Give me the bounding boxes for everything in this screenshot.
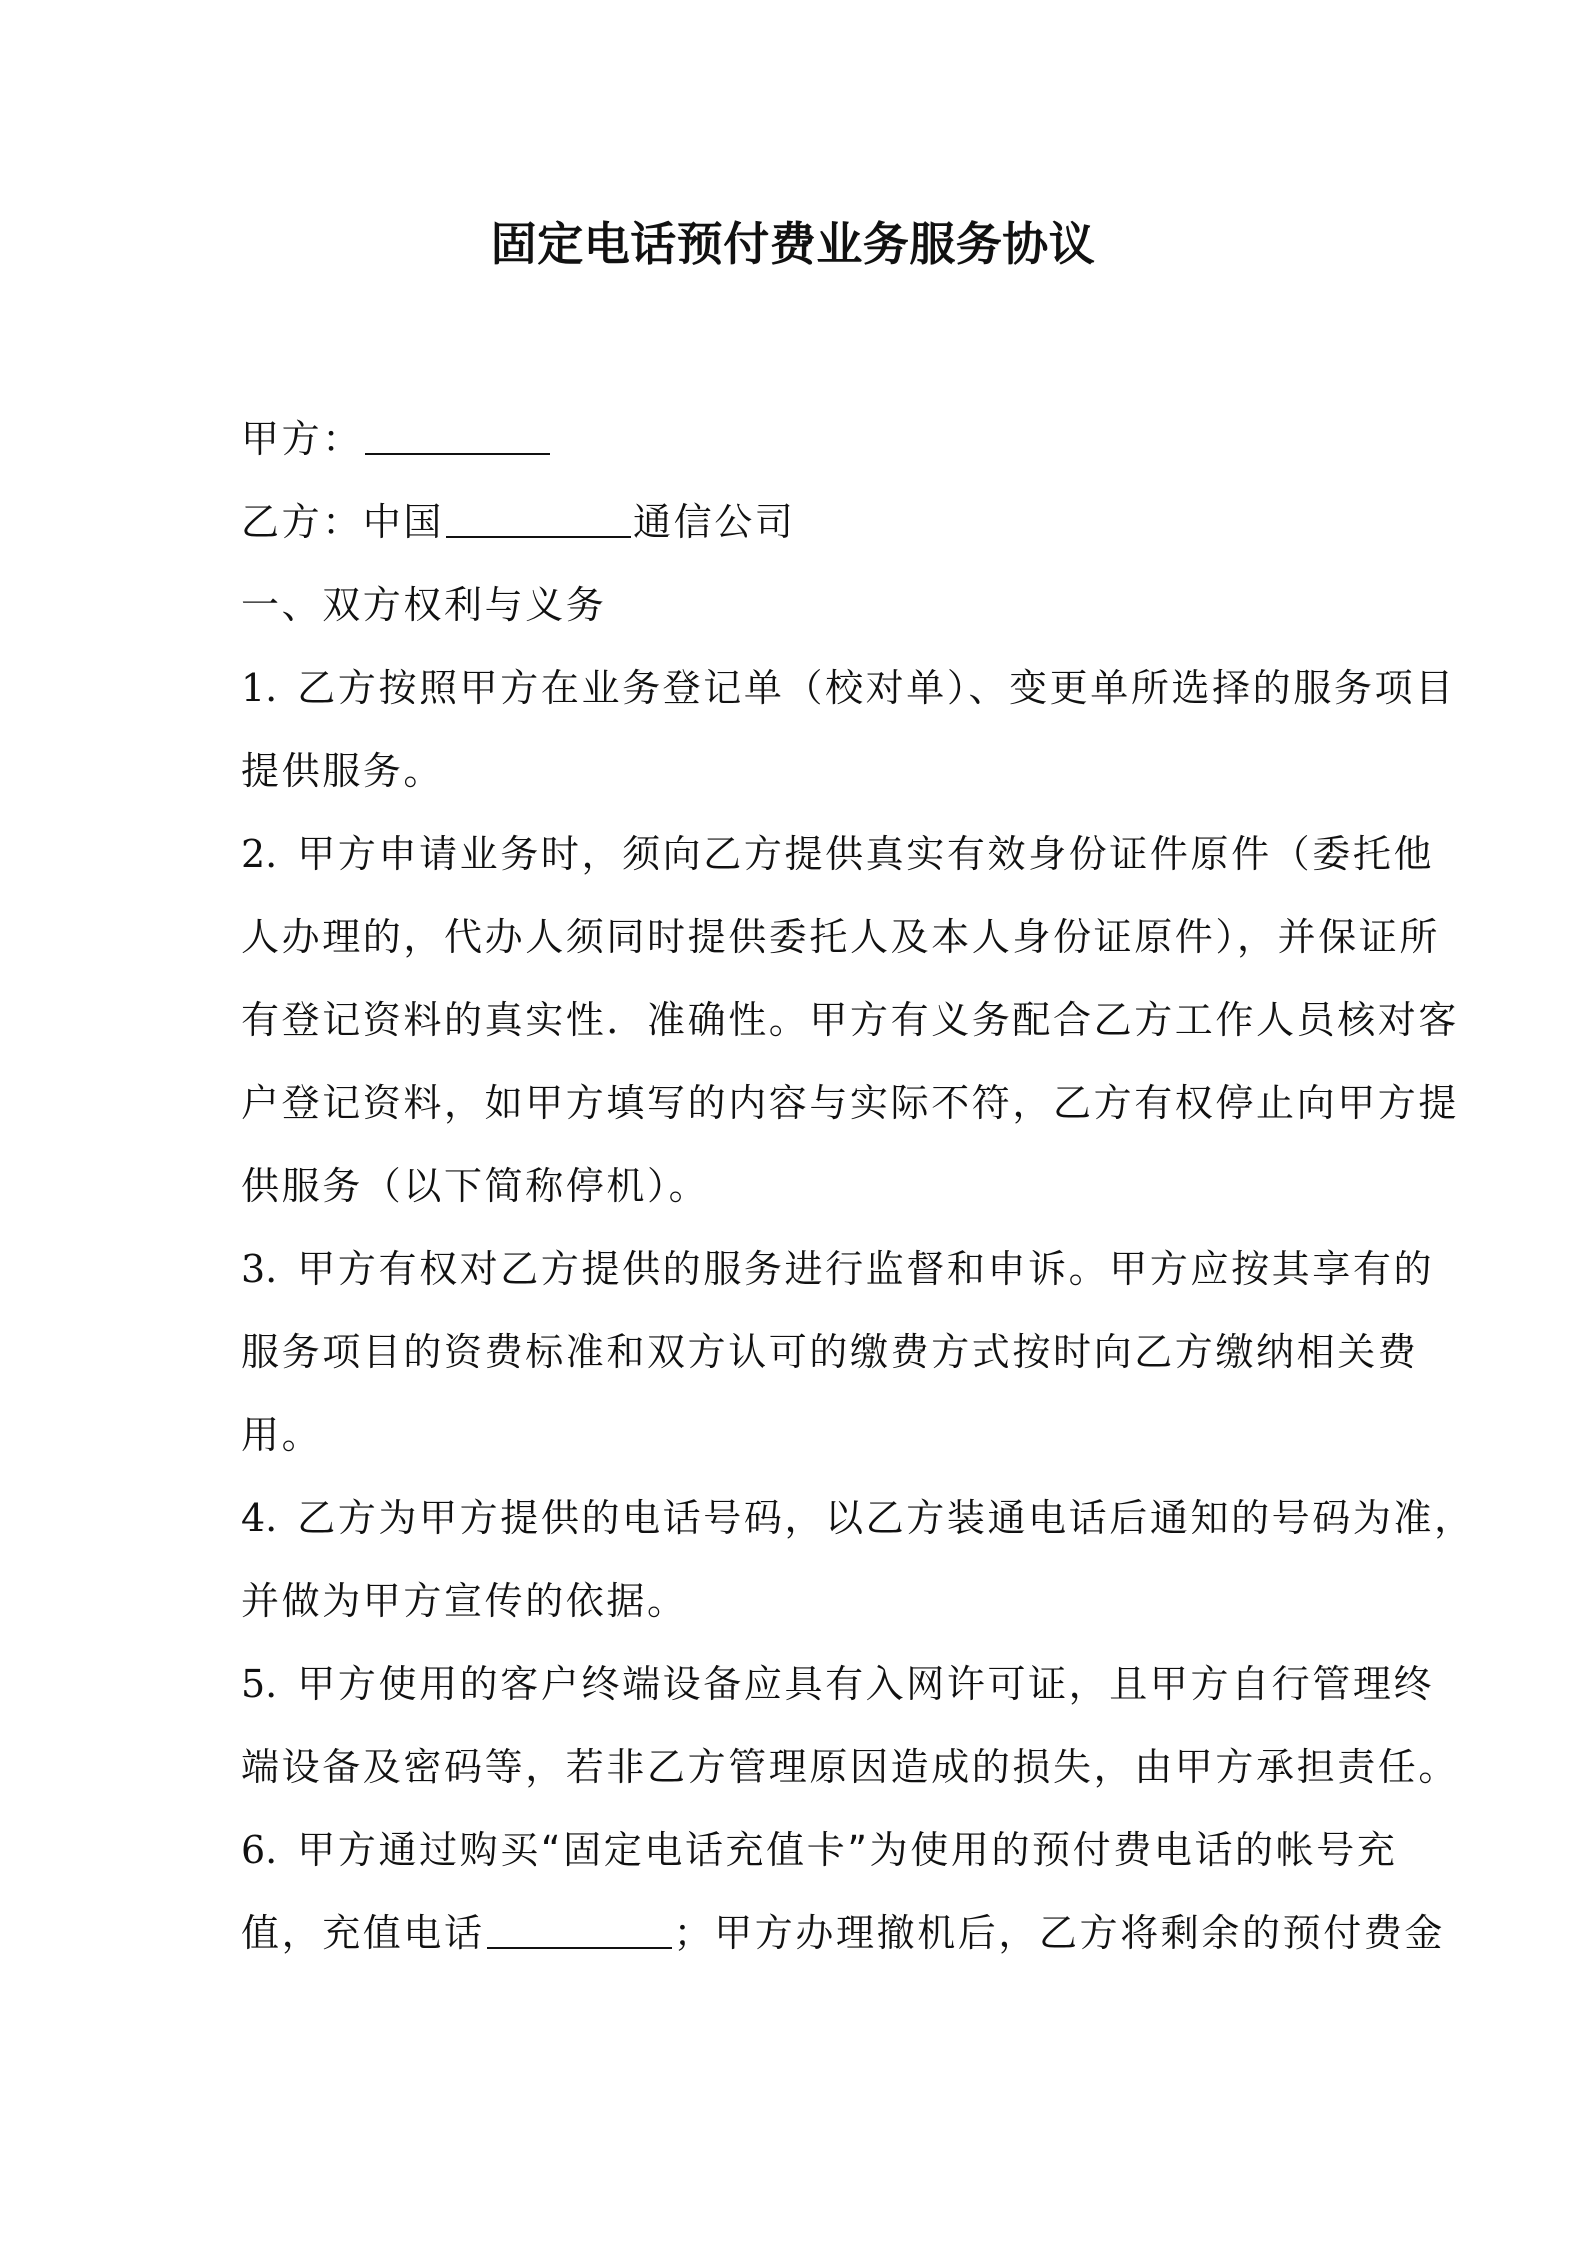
- clause-6-text-2b: ；甲方办理撤机后，乙方将剩余的预付费金: [673, 1911, 1446, 1955]
- clause-5-line-2: 端设备及密码等，若非乙方管理原因造成的损失，由甲方承担责任。: [241, 1745, 1460, 1789]
- document-title: 固定电话预付费业务服务协议: [490, 217, 1096, 271]
- clause-6-text-1: 甲方通过购买“固定电话充值卡”为使用的预付费电话的帐号充: [297, 1828, 1398, 1872]
- clause-2-line-5: 供服务（以下简称停机）。: [241, 1164, 710, 1208]
- clause-3-line-3: 用。: [241, 1413, 323, 1457]
- document-body: [241, 398, 1475, 1975]
- recharge-phone-blank[interactable]: [487, 1909, 672, 1949]
- clause-4-line-1: [241, 1477, 1475, 1560]
- party-a-label: 甲方：: [241, 417, 363, 461]
- clause-6-line-1: [241, 1809, 1398, 1892]
- clause-1-line-1: [241, 647, 1456, 730]
- clause-2-text-1: 甲方申请业务时，须向乙方提供真实有效身份证件原件（委托他: [297, 832, 1435, 876]
- clause-4-number: 4.: [241, 1496, 278, 1540]
- clause-5-number: 5.: [241, 1662, 278, 1706]
- clause-5-line-1: [241, 1643, 1435, 1726]
- clause-6-text-2a: 值，充值电话: [241, 1911, 485, 1955]
- party-b-blank[interactable]: [446, 498, 631, 538]
- clause-2-line-4: 户登记资料，如甲方填写的内容与实际不符，乙方有权停止向甲方提: [241, 1081, 1460, 1125]
- clause-2-line-2: 人办理的，代办人须同时提供委托人及本人身份证原件），并保证所: [241, 915, 1441, 959]
- clause-1-line-2: 提供服务。: [241, 749, 445, 793]
- clause-3-number: 3.: [241, 1247, 278, 1291]
- party-b-line: [241, 481, 1371, 564]
- section-1-heading: 一、双方权利与义务: [241, 583, 607, 627]
- party-a-blank[interactable]: [365, 415, 550, 455]
- party-b-label: 乙方：: [241, 500, 363, 544]
- party-b-suffix: 通信公司: [633, 500, 796, 544]
- clause-4-line-2: 并做为甲方宣传的依据。: [241, 1579, 688, 1623]
- clause-4-text-1: 乙方为甲方提供的电话号码，以乙方装通电话后通知的号码为准，: [297, 1496, 1475, 1540]
- clause-2-line-1: [241, 813, 1435, 896]
- clause-3-line-2: 服务项目的资费标准和双方认可的缴费方式按时向乙方缴纳相关费: [241, 1330, 1419, 1374]
- clause-2-number: 2.: [241, 832, 278, 876]
- clause-3-text-1: 甲方有权对乙方提供的服务进行监督和申诉。甲方应按其享有的: [297, 1247, 1435, 1291]
- party-a-line: [241, 398, 1371, 481]
- party-b-prefix: 中国: [362, 500, 445, 544]
- clause-6-line-2: [241, 1892, 1446, 1975]
- clause-5-text-1: 甲方使用的客户终端设备应具有入网许可证，且甲方自行管理终: [297, 1662, 1435, 1706]
- clause-1-number: 1.: [241, 666, 278, 710]
- clause-3-line-1: [241, 1228, 1435, 1311]
- clause-6-number: 6.: [241, 1828, 278, 1872]
- clause-1-text-1: 乙方按照甲方在业务登记单（校对单）、变更单所选择的服务项目: [297, 666, 1456, 710]
- clause-2-line-3: 有登记资料的真实性．准确性。甲方有义务配合乙方工作人员核对客: [241, 998, 1460, 1042]
